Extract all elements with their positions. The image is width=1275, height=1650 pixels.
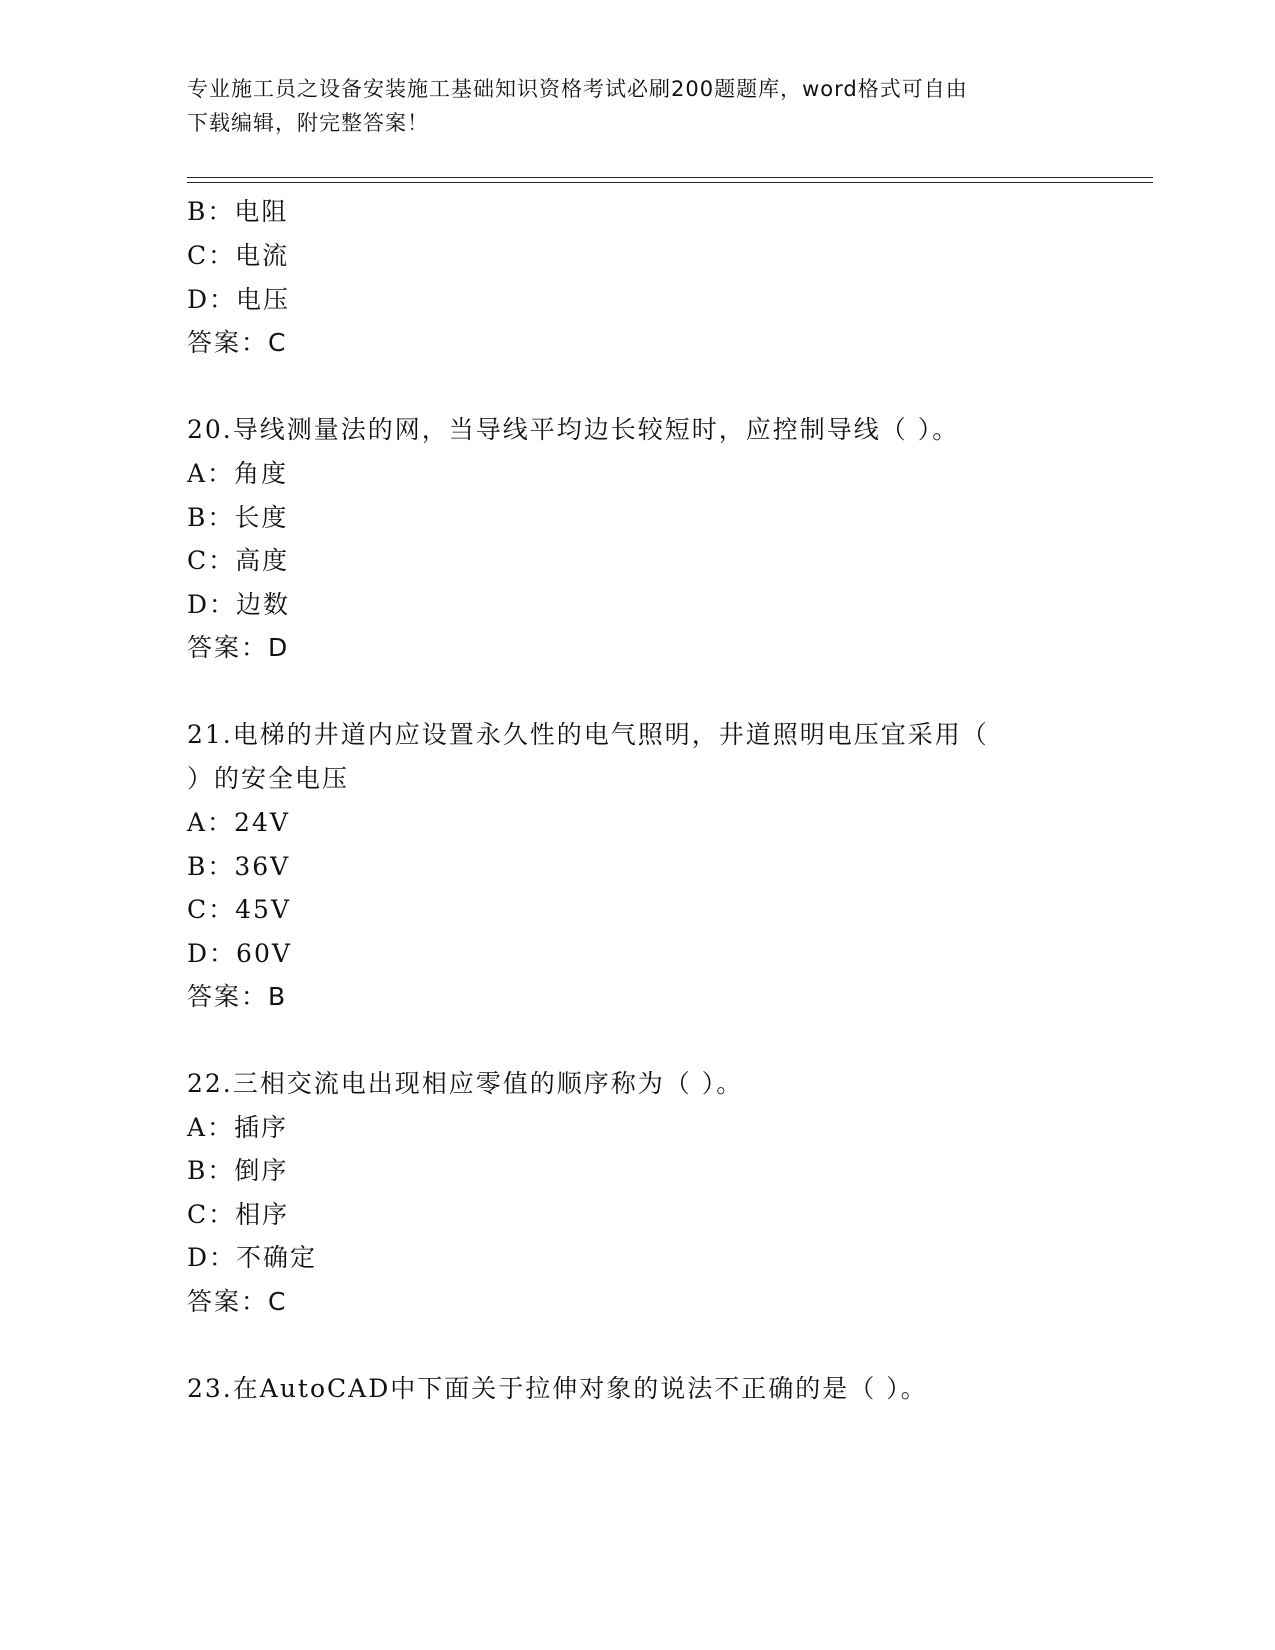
header-line-1: 专业施工员之设备安装施工基础知识资格考试必刷200题题库，word格式可自由 [187, 77, 968, 101]
header-line-2: 下载编辑，附完整答案！ [187, 111, 429, 135]
document-header [187, 72, 1087, 140]
option-d: D：电压 [187, 285, 291, 314]
header-rule-top [187, 177, 1153, 178]
option-b: B：电阻 [187, 197, 289, 226]
option-c: C：电流 [187, 241, 290, 270]
answer: 答案：B [187, 982, 288, 1011]
option-d: D：60V [187, 939, 292, 968]
option-c: C：相序 [187, 1200, 290, 1229]
option-a: A：插序 [187, 1113, 289, 1142]
header-rule-bottom [187, 182, 1153, 183]
answer: 答案：C [187, 328, 288, 357]
option-b: B：长度 [187, 503, 289, 532]
option-d: D：不确定 [187, 1243, 318, 1272]
answer: 答案：C [187, 1287, 288, 1316]
question-stem: 23.在AutoCAD中下面关于拉伸对象的说法不正确的是（ ）。 [187, 1374, 928, 1403]
option-d: D：边数 [187, 590, 291, 619]
option-b: B：倒序 [187, 1156, 289, 1185]
option-c: C：高度 [187, 546, 290, 575]
question-stem-continuation: ）的安全电压 [187, 764, 350, 793]
option-a: A：角度 [187, 459, 289, 488]
question-stem: 22.三相交流电出现相应零值的顺序称为（ ）。 [187, 1069, 744, 1098]
question-stem: 20.导线测量法的网，当导线平均边长较短时，应控制导线（ ）。 [187, 415, 960, 444]
option-c: C：45V [187, 895, 291, 924]
option-b: B：36V [187, 852, 291, 881]
answer: 答案：D [187, 633, 290, 662]
option-a: A：24V [187, 808, 290, 837]
question-stem: 21.电梯的井道内应设置永久性的电气照明，井道照明电压宜采用（ [187, 720, 989, 749]
